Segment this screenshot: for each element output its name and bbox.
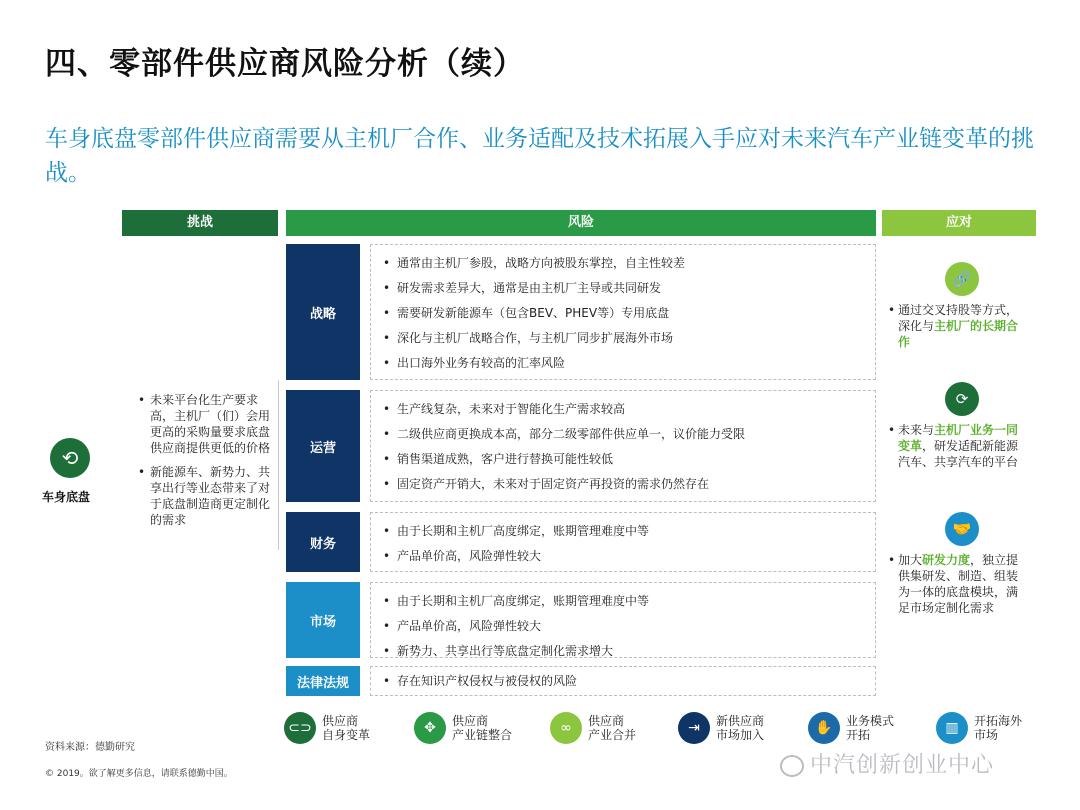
response-3 (898, 552, 1028, 616)
integration-icon: ✥ (414, 712, 446, 744)
risk-item: • 由于长期和主机厂高度绑定，账期管理难度中等 (383, 519, 875, 544)
legend-label: 供应商 产业链整合 (452, 714, 513, 742)
source-note: 资料来源：德勤研究 (45, 742, 135, 753)
risk-item: • 生产线复杂，未来对于智能化生产需求较高 (383, 397, 875, 422)
response-text: 通过交叉持股等方式，深化与 (898, 303, 1019, 333)
risk-item: • 存在知识产权侵权与被侵权的风险 (383, 669, 875, 694)
footer-copyright: © 2019。欲了解更多信息，请联系德勤中国。 (45, 769, 233, 779)
risk-item: • 二级供应商更换成本高，部分二级零部件供应单一，议价能力受限 (383, 422, 875, 447)
legend-label: 业务模式 开拓 (846, 714, 895, 742)
response-text: 未来与 (898, 423, 935, 437)
risk-category-market: 市场 (286, 582, 360, 658)
risk-item: • 深化与主机厂战略合作，与主机厂同步扩展海外市场 (383, 326, 875, 351)
legend-label: 开拓海外 市场 (974, 714, 1023, 742)
challenge-bullet: • 新能源车、新势力、共享出行等业态带来了对于底盘制造商更定制化的需求 (138, 464, 278, 528)
challenge-bullet: • 未来平台化生产要求高，主机厂（们）会用更高的采购量要求底盘供应商提供更低的价格 (138, 392, 278, 456)
handshake-icon: ✋ (808, 712, 840, 744)
response-1 (898, 302, 1028, 350)
enter-icon: ⇥ (678, 712, 710, 744)
header-response: 应对 (882, 210, 1036, 236)
risk-category-legal: 法律法规 (286, 666, 360, 696)
legend-label: 供应商 产业合并 (588, 714, 637, 742)
link-icon: ∞ (550, 712, 582, 744)
risk-item: • 出口海外业务有较高的汇率风险 (383, 351, 875, 376)
risk-box-operations (370, 390, 876, 502)
response-text: ，研发适配新能源汽车、共享汽车的平台 (898, 439, 1019, 469)
risk-category-operations: 运营 (286, 390, 360, 502)
risk-item: • 销售渠道成熟，客户进行替换可能性较低 (383, 447, 875, 472)
risk-item: • 需要研发新能源车（包含BEV、PHEV等）专用底盘 (383, 301, 875, 326)
challenge-label: 车身底盘 (42, 490, 91, 504)
self-transform-icon: ⊂⊃ (284, 712, 316, 744)
risk-item: • 产品单价高，风险弹性较大 (383, 614, 875, 639)
risk-category-strategy: 战略 (286, 244, 360, 380)
risk-item: • 由于长期和主机厂高度绑定，账期管理难度中等 (383, 589, 875, 614)
divider (278, 380, 279, 550)
response-highlight: 研发力度 (922, 553, 971, 567)
risk-item: • 产品单价高，风险弹性较大 (383, 544, 875, 569)
risk-box-legal (370, 666, 876, 696)
watermark-text: 中汽创新创业中心 (810, 753, 995, 778)
response-text: ，独立提供集研发、制造、组装为一体的底盘模块，满足市场定制化需求 (898, 553, 1019, 615)
response-highlight: 主机厂的长期合作 (898, 319, 1019, 349)
risk-box-market (370, 582, 876, 658)
legend-label: 供应商 自身变革 (322, 714, 371, 742)
header-risk: 风险 (286, 210, 876, 236)
self-transform-icon: ⟳ (945, 382, 979, 416)
risk-box-strategy (370, 244, 876, 380)
header-challenge: 挑战 (122, 210, 278, 236)
challenge-bullets (138, 392, 278, 536)
risk-item: • 固定资产开销大，未来对于固定资产再投资的需求仍然存在 (383, 472, 875, 497)
watermark (780, 748, 994, 779)
risk-box-finance (370, 512, 876, 572)
map-icon: ▥ (936, 712, 968, 744)
page-subtitle: 车身底盘零部件供应商需要从主机厂合作、业务适配及技术拓展入手应对未来汽车产业链变革的挑战。 (45, 126, 1034, 186)
link-icon: 🔗 (945, 262, 979, 296)
car-chassis-icon: ⟲ (50, 438, 90, 478)
legend-label: 新供应商 市场加入 (716, 714, 765, 742)
risk-item: • 通常由主机厂参股，战略方向被股东掌控，自主性较差 (383, 251, 875, 276)
response-2 (898, 422, 1028, 470)
handshake-icon: 🤝 (945, 512, 979, 546)
risk-item: • 研发需求差异大，通常是由主机厂主导或共同研发 (383, 276, 875, 301)
risk-item: • 新势力、共享出行等底盘定制化需求增大 (383, 639, 875, 664)
wechat-logo-icon (780, 755, 804, 777)
response-text: 加大 (898, 553, 923, 567)
page-title: 四、零部件供应商风险分析（续） (45, 46, 525, 82)
response-highlight: 主机厂业务一同变革 (898, 423, 1019, 453)
risk-category-finance: 财务 (286, 512, 360, 572)
